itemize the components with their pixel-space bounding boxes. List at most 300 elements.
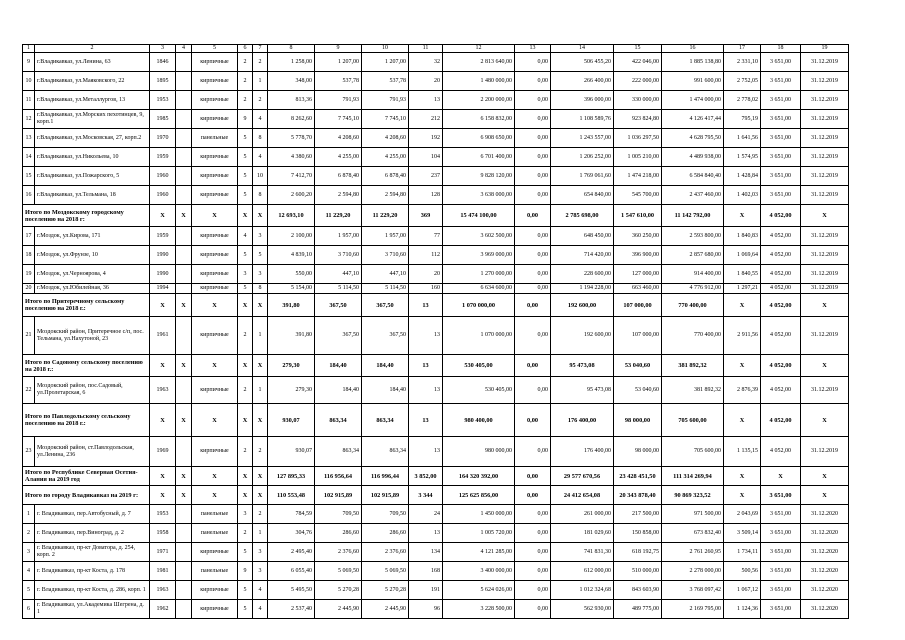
table-cell: 2 437 460,00 <box>662 186 724 205</box>
subtotal-cell: 0,00 <box>515 404 551 437</box>
table-cell: 2 <box>238 377 253 404</box>
subtotal-cell: 13 <box>409 355 443 377</box>
table-cell: 4 208,60 <box>315 129 362 148</box>
table-cell: 0,00 <box>515 148 551 167</box>
subtotal-cell: 0,00 <box>515 355 551 377</box>
table-cell: 4 <box>253 581 268 600</box>
table-cell <box>176 377 192 404</box>
table-cell: 0,00 <box>515 543 551 562</box>
table-cell: 3 <box>253 543 268 562</box>
table-cell: 96 <box>409 600 443 619</box>
document-page <box>22 44 848 619</box>
table-cell: 3 651,00 <box>761 543 801 562</box>
table-body <box>23 45 849 619</box>
table-cell: 4 628 795,50 <box>662 129 724 148</box>
table-cell: 4 052,00 <box>761 284 801 294</box>
column-number-17: 17 <box>724 45 761 53</box>
table-cell: панельные <box>192 562 238 581</box>
subtotal-cell: 102 915,89 <box>315 486 362 505</box>
table-cell: 192 600,00 <box>551 317 614 355</box>
table-cell: 31.12.2019 <box>801 167 849 186</box>
subtotal-cell: X <box>801 404 849 437</box>
table-cell: 31.12.2019 <box>801 227 849 246</box>
subtotal-cell: X <box>192 467 238 486</box>
table-cell: 10 <box>23 72 35 91</box>
subtotal-cell: 29 577 670,56 <box>551 467 614 486</box>
table-cell: 13 <box>409 437 443 467</box>
subtotal-label: Итого по Моздокскому городскому поселению на 2018 г: <box>23 205 150 227</box>
table-cell: 13 <box>23 129 35 148</box>
table-cell: 31.12.2019 <box>801 110 849 129</box>
table-cell: кирпичные <box>192 186 238 205</box>
table-cell: 8 <box>253 284 268 294</box>
table-cell: 709,50 <box>315 505 362 524</box>
subtotal-cell: 192 600,00 <box>551 294 614 317</box>
table-cell: 1 207,00 <box>315 53 362 72</box>
table-cell: 2 537,40 <box>268 600 315 619</box>
table-cell: 7 745,10 <box>315 110 362 129</box>
table-cell: 1 012 324,68 <box>551 581 614 600</box>
table-cell: 6 158 832,00 <box>443 110 515 129</box>
table-cell: 1 402,03 <box>724 186 761 205</box>
table-cell: 705 600,00 <box>662 437 724 467</box>
table-cell: 31.12.2019 <box>801 53 849 72</box>
subtotal-cell: 110 553,48 <box>268 486 315 505</box>
table-cell: 663 460,00 <box>614 284 662 294</box>
subtotal-cell: X <box>150 404 176 437</box>
table-cell: кирпичные <box>192 246 238 265</box>
table-cell: 1 769 061,60 <box>551 167 614 186</box>
table-cell: 5 624 026,00 <box>443 581 515 600</box>
table-cell: 1 070 000,00 <box>443 317 515 355</box>
table-cell: 4 <box>253 148 268 167</box>
table-cell: 5 154,00 <box>268 284 315 294</box>
table-cell: 714 420,00 <box>551 246 614 265</box>
table-cell: 795,19 <box>724 110 761 129</box>
table-cell: 3 710,60 <box>315 246 362 265</box>
table-cell: 654 840,00 <box>551 186 614 205</box>
subtotal-cell: 0,00 <box>515 294 551 317</box>
table-cell: 1970 <box>150 129 176 148</box>
subtotal-cell: X <box>253 355 268 377</box>
table-cell: 396 900,00 <box>614 246 662 265</box>
subtotal-cell: 381 892,32 <box>662 355 724 377</box>
table-cell: 3 651,00 <box>761 167 801 186</box>
subtotal-cell: 20 343 878,40 <box>614 486 662 505</box>
table-cell: 1 574,95 <box>724 148 761 167</box>
subtotal-cell: X <box>150 294 176 317</box>
table-cell: 6 878,40 <box>315 167 362 186</box>
table-cell <box>176 600 192 619</box>
address-cell: г. Владикавказ, ул.Академика Шегрена, д. 1 <box>35 600 150 619</box>
table-cell: 31.12.2020 <box>801 562 849 581</box>
subtotal-cell: X <box>724 355 761 377</box>
table-row <box>23 129 849 148</box>
subtotal-cell: 11 229,20 <box>315 205 362 227</box>
table-cell: 2 <box>238 53 253 72</box>
table-cell: 24 <box>409 505 443 524</box>
table-cell: 2 <box>238 91 253 110</box>
table-cell: 2 876,39 <box>724 377 761 404</box>
table-cell: 4 126 417,44 <box>662 110 724 129</box>
table-cell: 21 <box>23 317 35 355</box>
subtotal-cell: 4 052,00 <box>761 205 801 227</box>
table-cell: 8 <box>253 129 268 148</box>
subtotal-cell: X <box>192 355 238 377</box>
table-cell: 1 243 557,00 <box>551 129 614 148</box>
table-cell: 863,34 <box>315 437 362 467</box>
subtotal-cell: X <box>150 486 176 505</box>
subtotal-cell: 1 547 610,00 <box>614 205 662 227</box>
address-cell: г. Владикавказ, пр-кт Коста, д. 286, корп. 1 <box>35 581 150 600</box>
table-cell: 7 412,70 <box>268 167 315 186</box>
subtotal-label: Итого по Павлодольскому сельскому поселению на 2018 г.: <box>23 404 150 437</box>
column-number-6: 6 <box>238 45 253 53</box>
column-number-4: 4 <box>176 45 192 53</box>
table-cell: 217 500,00 <box>614 505 662 524</box>
table-cell: 2 169 795,00 <box>662 600 724 619</box>
subtotal-cell: 3 852,00 <box>409 467 443 486</box>
table-cell: 12 <box>23 110 35 129</box>
table-cell: 1 067,12 <box>724 581 761 600</box>
table-cell <box>176 437 192 467</box>
subtotal-cell: 184,40 <box>315 355 362 377</box>
column-number-14: 14 <box>551 45 614 53</box>
subtotal-cell: 176 400,00 <box>551 404 614 437</box>
table-cell: кирпичные <box>192 265 238 284</box>
table-cell: 2 <box>238 317 253 355</box>
table-cell: кирпичные <box>192 317 238 355</box>
table-row <box>23 53 849 72</box>
table-cell: 31.12.2020 <box>801 600 849 619</box>
table-cell: 5 <box>238 148 253 167</box>
subtotal-cell: 23 428 451,50 <box>614 467 662 486</box>
table-cell: 6 908 650,00 <box>443 129 515 148</box>
table-cell <box>176 284 192 294</box>
table-cell: 980 000,00 <box>443 437 515 467</box>
subtotal-cell: X <box>238 467 253 486</box>
table-cell: 3 <box>23 543 35 562</box>
subtotal-cell: 24 412 654,08 <box>551 486 614 505</box>
table-cell: 4 <box>253 600 268 619</box>
subtotal-cell: X <box>253 205 268 227</box>
subtotal-cell: 98 000,00 <box>614 404 662 437</box>
table-cell: 2 813 640,00 <box>443 53 515 72</box>
table-cell: 134 <box>409 543 443 562</box>
table-cell: 3 <box>238 505 253 524</box>
table-cell: 4 380,60 <box>268 148 315 167</box>
table-cell: 0,00 <box>515 377 551 404</box>
table-cell: 1 005 720,00 <box>443 524 515 543</box>
address-cell: г. Владикавказ, пр-кт Доватора, д. 254, корп. 2 <box>35 543 150 562</box>
table-cell: 1 840,55 <box>724 265 761 284</box>
table-cell: 112 <box>409 246 443 265</box>
table-cell: 3 <box>253 265 268 284</box>
table-row <box>23 543 849 562</box>
table-cell: 1961 <box>150 317 176 355</box>
subtotal-row <box>23 294 849 317</box>
column-number-18: 18 <box>761 45 801 53</box>
table-cell: 127 000,00 <box>614 265 662 284</box>
table-cell: 3 651,00 <box>761 148 801 167</box>
subtotal-cell: 11 142 792,00 <box>662 205 724 227</box>
table-cell: 5 <box>238 246 253 265</box>
subtotal-row <box>23 486 849 505</box>
column-number-2: 2 <box>35 45 150 53</box>
table-cell: 0,00 <box>515 53 551 72</box>
subtotal-cell: 13 <box>409 294 443 317</box>
subtotal-cell: 980 400,00 <box>443 404 515 437</box>
table-cell: 537,78 <box>315 72 362 91</box>
table-cell: 4 <box>238 227 253 246</box>
table-cell: 1 474 000,00 <box>662 91 724 110</box>
table-cell: 53 040,60 <box>614 377 662 404</box>
table-row <box>23 148 849 167</box>
table-cell: 98 000,00 <box>614 437 662 467</box>
subtotal-cell: X <box>176 467 192 486</box>
table-cell: 228 600,00 <box>551 265 614 284</box>
column-number-15: 15 <box>614 45 662 53</box>
table-cell: 1958 <box>150 524 176 543</box>
table-cell: 330 000,00 <box>614 91 662 110</box>
column-number-10: 10 <box>362 45 409 53</box>
address-cell: Моздокский район, Притеречное с/п, пос. Тельмана, ул.Нахутоной, 23 <box>35 317 150 355</box>
table-cell: 191 <box>409 581 443 600</box>
table-cell: кирпичные <box>192 148 238 167</box>
table-cell: 2 857 680,00 <box>662 246 724 265</box>
subtotal-cell: X <box>176 205 192 227</box>
column-number-5: 5 <box>192 45 238 53</box>
table-row <box>23 227 849 246</box>
table-cell: 2 043,69 <box>724 505 761 524</box>
table-row <box>23 600 849 619</box>
column-number-7: 7 <box>253 45 268 53</box>
table-cell: 784,59 <box>268 505 315 524</box>
table-cell: 31.12.2019 <box>801 284 849 294</box>
subtotal-cell: 367,50 <box>315 294 362 317</box>
table-cell: 1 <box>253 377 268 404</box>
table-cell: 31.12.2019 <box>801 377 849 404</box>
table-cell: 0,00 <box>515 600 551 619</box>
table-cell: 2 100,00 <box>268 227 315 246</box>
table-cell: 3 <box>253 227 268 246</box>
table-cell: 0,00 <box>515 505 551 524</box>
table-cell: 2 376,60 <box>362 543 409 562</box>
table-cell: 391,80 <box>268 317 315 355</box>
subtotal-cell: 0,00 <box>515 205 551 227</box>
table-cell: кирпичные <box>192 284 238 294</box>
table-cell: кирпичные <box>192 437 238 467</box>
table-cell: 31.12.2019 <box>801 129 849 148</box>
table-cell: 1 450 000,00 <box>443 505 515 524</box>
address-cell: г. Владикавказ, пер.Автобусный, д. 7 <box>35 505 150 524</box>
column-number-12: 12 <box>443 45 515 53</box>
column-number-8: 8 <box>268 45 315 53</box>
subtotal-cell: X <box>176 294 192 317</box>
table-cell: 9 828 120,00 <box>443 167 515 186</box>
column-number-1: 1 <box>23 45 35 53</box>
subtotal-cell: 11 229,20 <box>362 205 409 227</box>
subtotal-cell: 111 314 269,94 <box>662 467 724 486</box>
table-cell: 4 489 938,00 <box>662 148 724 167</box>
table-cell <box>176 148 192 167</box>
subtotal-cell: 53 040,60 <box>614 355 662 377</box>
table-cell: 3 651,00 <box>761 110 801 129</box>
table-cell: 13 <box>409 317 443 355</box>
subtotal-cell: X <box>176 404 192 437</box>
column-number-19: 19 <box>801 45 849 53</box>
table-cell: 381 892,32 <box>662 377 724 404</box>
table-cell: 1 135,15 <box>724 437 761 467</box>
subtotal-cell: X <box>724 404 761 437</box>
table-cell: 5 <box>238 581 253 600</box>
table-cell: 2 376,60 <box>315 543 362 562</box>
subtotal-label: Итого по Республике Северная Осетия-Алания на 2019 год <box>23 467 150 486</box>
table-cell: 506 455,20 <box>551 53 614 72</box>
subtotal-cell: 530 405,00 <box>443 355 515 377</box>
table-cell: 4 121 285,00 <box>443 543 515 562</box>
table-cell: 2 <box>253 505 268 524</box>
subtotal-cell: 116 996,44 <box>362 467 409 486</box>
table-row <box>23 437 849 467</box>
column-number-header-row <box>23 45 849 53</box>
table-cell: 31.12.2019 <box>801 186 849 205</box>
table-row <box>23 186 849 205</box>
table-cell: 15 <box>23 167 35 186</box>
address-cell: г.Владикавказ, ул.Тельмана, 18 <box>35 186 150 205</box>
address-cell: г.Владикавказ, ул.Маяковского, 22 <box>35 72 150 91</box>
table-cell: 3 228 500,00 <box>443 600 515 619</box>
table-cell: 2 911,56 <box>724 317 761 355</box>
address-cell: г.Моздок, ул.Кирова, 171 <box>35 227 150 246</box>
table-cell: 5 <box>253 246 268 265</box>
subtotal-cell: 0,00 <box>515 486 551 505</box>
table-cell: 2 <box>238 524 253 543</box>
subtotal-cell: X <box>253 294 268 317</box>
table-cell: 3 651,00 <box>761 600 801 619</box>
table-cell: 3 651,00 <box>761 72 801 91</box>
table-cell: 1990 <box>150 265 176 284</box>
table-cell: 3 651,00 <box>761 53 801 72</box>
table-cell: 5 114,50 <box>315 284 362 294</box>
table-cell: 160 <box>409 284 443 294</box>
subtotal-cell: 4 052,00 <box>761 355 801 377</box>
subtotal-cell: X <box>150 205 176 227</box>
table-cell: 5 <box>238 186 253 205</box>
table-cell: 77 <box>409 227 443 246</box>
table-cell: 9 <box>238 562 253 581</box>
table-cell: 2 278 000,00 <box>662 562 724 581</box>
table-cell: 3 651,00 <box>761 562 801 581</box>
table-cell: 0,00 <box>515 562 551 581</box>
table-cell: 31.12.2020 <box>801 581 849 600</box>
table-cell: 1953 <box>150 91 176 110</box>
table-cell <box>176 505 192 524</box>
table-cell: кирпичные <box>192 110 238 129</box>
table-cell: 550,00 <box>268 265 315 284</box>
table-cell: 367,50 <box>315 317 362 355</box>
table-cell: 5 069,50 <box>315 562 362 581</box>
subtotal-cell: 863,34 <box>362 404 409 437</box>
subtotal-cell: 184,40 <box>362 355 409 377</box>
table-cell: 286,60 <box>315 524 362 543</box>
table-cell <box>176 227 192 246</box>
table-row <box>23 562 849 581</box>
subtotal-row <box>23 205 849 227</box>
subtotal-cell: 3 651,00 <box>761 486 801 505</box>
table-cell: 863,34 <box>362 437 409 467</box>
subtotal-cell: 391,80 <box>268 294 315 317</box>
table-cell: 4 <box>253 110 268 129</box>
subtotal-cell: X <box>801 467 849 486</box>
table-cell: 4 052,00 <box>761 437 801 467</box>
table-cell: 1 069,64 <box>724 246 761 265</box>
address-cell: г.Моздок, ул.Фрунзе, 10 <box>35 246 150 265</box>
table-row <box>23 505 849 524</box>
subtotal-cell: 102 915,89 <box>362 486 409 505</box>
table-cell: 7 745,10 <box>362 110 409 129</box>
table-cell: 2 445,90 <box>362 600 409 619</box>
table-cell: 1 641,56 <box>724 129 761 148</box>
table-cell <box>176 91 192 110</box>
subtotal-cell: X <box>761 467 801 486</box>
table-cell: 791,93 <box>315 91 362 110</box>
table-cell <box>176 543 192 562</box>
table-cell: 673 832,40 <box>662 524 724 543</box>
subtotal-cell: X <box>150 467 176 486</box>
subtotal-cell: X <box>801 294 849 317</box>
subtotal-cell: X <box>724 205 761 227</box>
address-cell: г.Владикавказ, ул.Ленина, 63 <box>35 53 150 72</box>
column-number-9: 9 <box>315 45 362 53</box>
table-cell: 237 <box>409 167 443 186</box>
table-cell: 10 <box>253 167 268 186</box>
table-cell: кирпичные <box>192 227 238 246</box>
housing-repair-table <box>22 44 849 619</box>
table-cell: 1 207,00 <box>362 53 409 72</box>
address-cell: г.Моздок, ул.Черноярова, 4 <box>35 265 150 284</box>
table-cell: 709,50 <box>362 505 409 524</box>
table-cell: 2 <box>253 437 268 467</box>
table-cell: 261 000,00 <box>551 505 614 524</box>
table-cell: 1953 <box>150 505 176 524</box>
subtotal-cell: 279,30 <box>268 355 315 377</box>
table-cell <box>176 110 192 129</box>
table-row <box>23 581 849 600</box>
table-cell: кирпичные <box>192 167 238 186</box>
table-cell: 2 593 800,00 <box>662 227 724 246</box>
table-cell: 95 473,08 <box>551 377 614 404</box>
table-cell: 31.12.2020 <box>801 543 849 562</box>
table-row <box>23 284 849 294</box>
table-cell: 5 <box>238 600 253 619</box>
table-cell <box>176 317 192 355</box>
table-cell: 770 400,00 <box>662 317 724 355</box>
subtotal-cell: 0,00 <box>515 467 551 486</box>
subtotal-cell: 770 400,00 <box>662 294 724 317</box>
table-cell: 3 <box>238 265 253 284</box>
table-cell: 1 840,83 <box>724 227 761 246</box>
table-cell: 4 052,00 <box>761 246 801 265</box>
table-cell: 3 651,00 <box>761 91 801 110</box>
table-cell: 19 <box>23 265 35 284</box>
subtotal-cell: X <box>238 404 253 437</box>
subtotal-label: Итого по Садовому сельскому поселению на 2018 г.: <box>23 355 150 377</box>
table-cell: 1962 <box>150 600 176 619</box>
subtotal-cell: 369 <box>409 205 443 227</box>
subtotal-cell: 164 320 392,00 <box>443 467 515 486</box>
subtotal-cell: X <box>238 294 253 317</box>
